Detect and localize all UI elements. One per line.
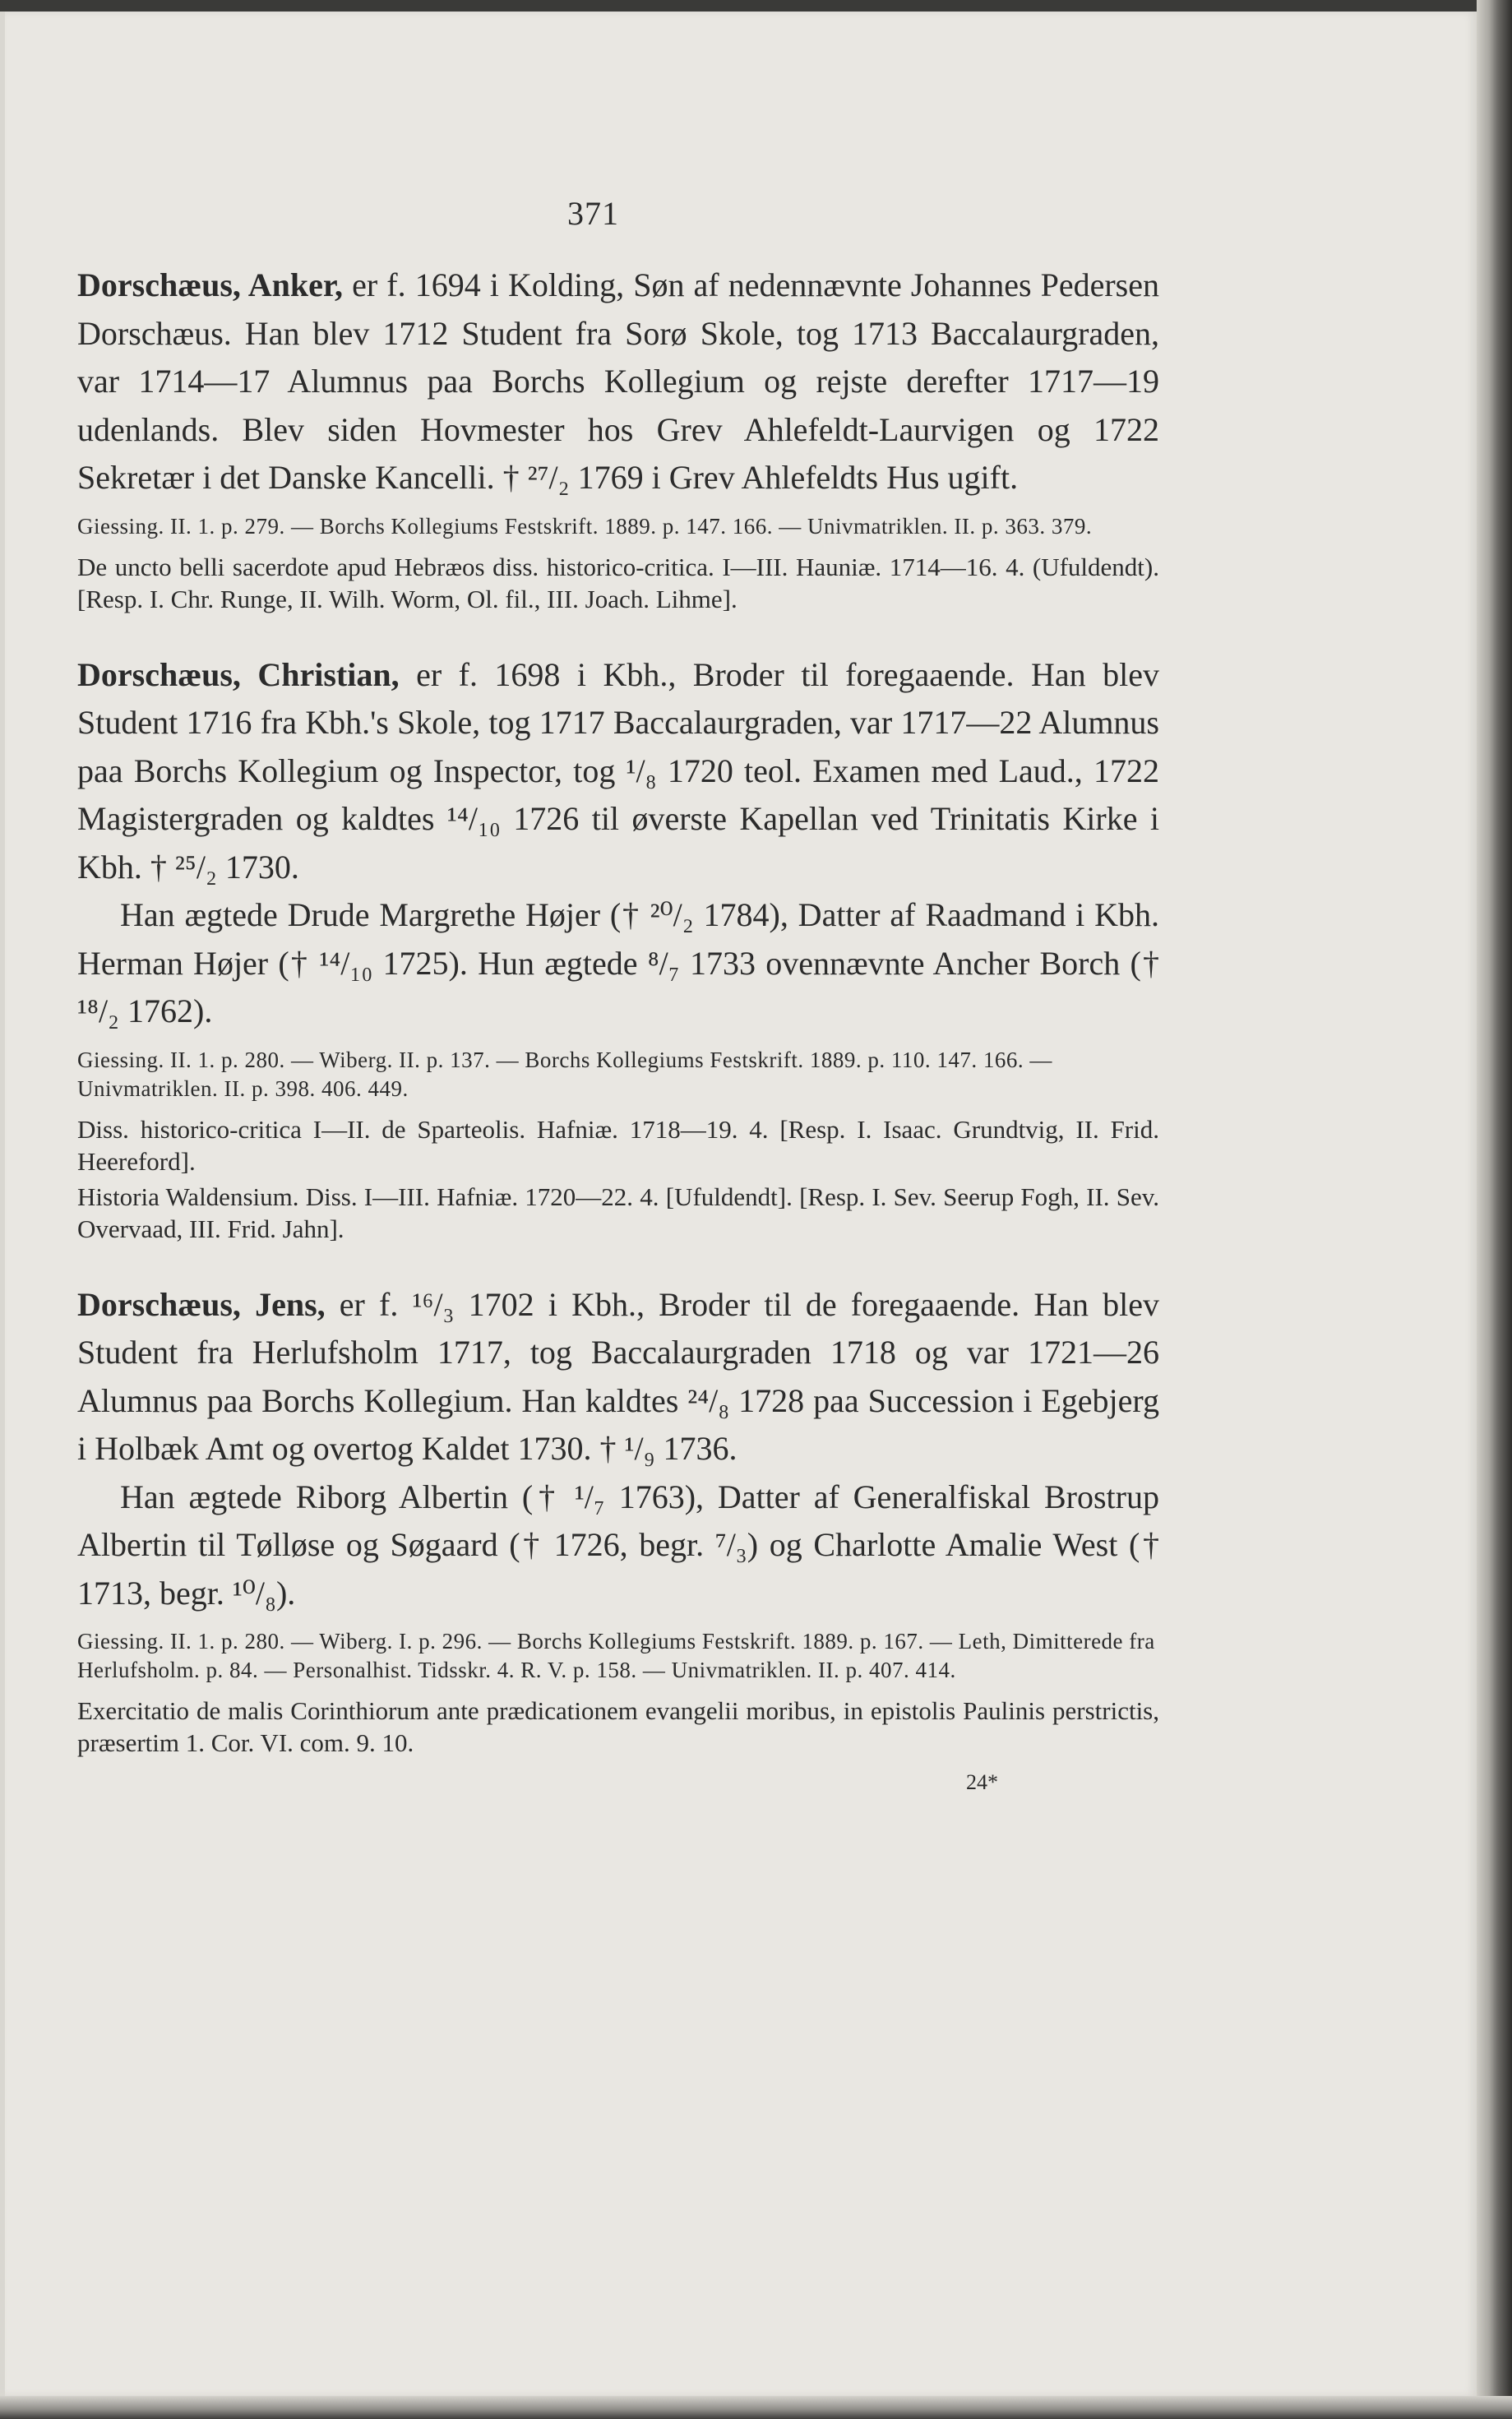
entry-bio-marriage: Han ægtede Riborg Albertin († ¹/₇ 1763), Datter af Generalfiskal Brostrup Albertin til Tølløse og Søgaard († 1726, begr. ⁷/₃) og Charlotte Amalie West († 1713, begr. ¹⁰/₈). bbox=[77, 1478, 1159, 1612]
entry-references: Giessing. II. 1. p. 280. — Wiberg. I. p. 296. — Borchs Kollegiums Festskrift. 1889. p. 167. — Leth, Dimitterede fra Herlufsholm. p. 84. — Personalhist. Tidsskr. 4. R. V. p. 158. — Univmatriklen. II. p. 407. 414. bbox=[77, 1629, 1155, 1682]
entry-work: Exercitatio de malis Corinthiorum ante prædicationem evangelii moribus, in epistolis Paulinis perstrictis, præsertim 1. Cor. VI. com. 9. 10. bbox=[77, 1696, 1159, 1757]
entry-name: Dorschæus, Anker, bbox=[77, 266, 344, 303]
entry-work: Diss. historico-critica I—II. de Sparteolis. Hafniæ. 1718—19. 4. [Resp. I. Isaac. Grundtvig, II. Frid. Heereford]. bbox=[77, 1114, 1159, 1176]
signature-mark: 24* bbox=[966, 1770, 998, 1794]
scan-right-edge bbox=[1477, 0, 1512, 2419]
entry-bio-text: er f. ¹⁶/₃ 1702 i Kbh., Broder til de foregaaende. Han blev Student fra Herlufsholm 1717, tog Baccalaurgraden 1718 og var 1721—26 Alumnus paa Borchs Kollegium. Han kaldtes ²⁴/₈ 1728 paa Succession i Egebjerg i Holbæk Amt og overtog Kaldet 1730. † ¹/₉ 1736. bbox=[77, 1285, 1159, 1467]
entry-bio-text: er f. 1694 i Kolding, Søn af nedennævnte Johannes Pedersen Dorschæus. Han blev 1712 Student fra Sorø Skole, tog 1713 Baccalaurgraden, var 1714—17 Alumnus paa Borchs Kollegium og rejste derefter 1717—19 udenlands. Blev siden Hovmester hos Grev Ahlefeldt-Laurvigen og 1722 Sekretær i det Danske Kancelli. † ²⁷/₂ 1769 i Grev Ahlefeldts Hus ugift. bbox=[77, 266, 1159, 496]
entry-christian bbox=[77, 651, 1159, 1245]
scan-bottom-edge bbox=[0, 2396, 1512, 2419]
entry-work: De uncto belli sacerdote apud Hebræos diss. historico-critica. I—III. Hauniæ. 1714—16. 4. (Ufuldendt). [Resp. I. Chr. Runge, II. Wilh. Worm, Ol. fil., III. Joach. Lihme]. bbox=[77, 552, 1159, 613]
entry-name: Dorschæus, Jens, bbox=[77, 1285, 326, 1323]
entry-bio-marriage: Han ægtede Drude Margrethe Højer († ²⁰/₂ 1784), Datter af Raadmand i Kbh. Herman Højer († ¹⁴/₁₀ 1725). Hun ægtede ⁸/₇ 1733 ovennævnte Ancher Borch († ¹⁸/₂ 1762). bbox=[77, 896, 1159, 1029]
entry-bio bbox=[77, 651, 1159, 892]
entry-references: Giessing. II. 1. p. 280. — Wiberg. II. p. 137. — Borchs Kollegiums Festskrift. 1889. p. 110. 147. 166. — Univmatriklen. II. p. 398. 406. 449. bbox=[77, 1047, 1052, 1101]
entry-bio bbox=[77, 1281, 1159, 1473]
entry-references: Giessing. II. 1. p. 279. — Borchs Kollegiums Festskrift. 1889. p. 147. 166. — Univmatriklen. II. p. 363. 379. bbox=[77, 513, 1093, 539]
entry-jens bbox=[77, 1281, 1159, 1760]
entry-bio bbox=[77, 261, 1159, 502]
entry-anker bbox=[77, 261, 1159, 615]
page-number: 371 bbox=[567, 195, 619, 232]
scan-top-border bbox=[0, 0, 1512, 12]
entry-work: Historia Waldensium. Diss. I—III. Hafniæ. 1720—22. 4. [Ufuldendt]. [Resp. I. Sev. Seerup Fogh, II. Sev. Overvaad, III. Frid. Jahn]. bbox=[77, 1182, 1159, 1243]
entry-name: Dorschæus, Christian, bbox=[77, 655, 400, 693]
entry-bio-text: er f. 1698 i Kbh., Broder til foregaaende. Han blev Student 1716 fra Kbh.'s Skole, tog 1717 Baccalaurgraden, var 1717—22 Alumnus paa Borchs Kollegium og Inspector, tog ¹/₈ 1720 teol. Examen med Laud., 1722 Magistergraden og kaldtes ¹⁴/₁₀ 1726 til øverste Kapellan ved Trinitatis Kirke i Kbh. † ²⁵/₂ 1730. bbox=[77, 655, 1159, 886]
page-content bbox=[77, 261, 1159, 1759]
